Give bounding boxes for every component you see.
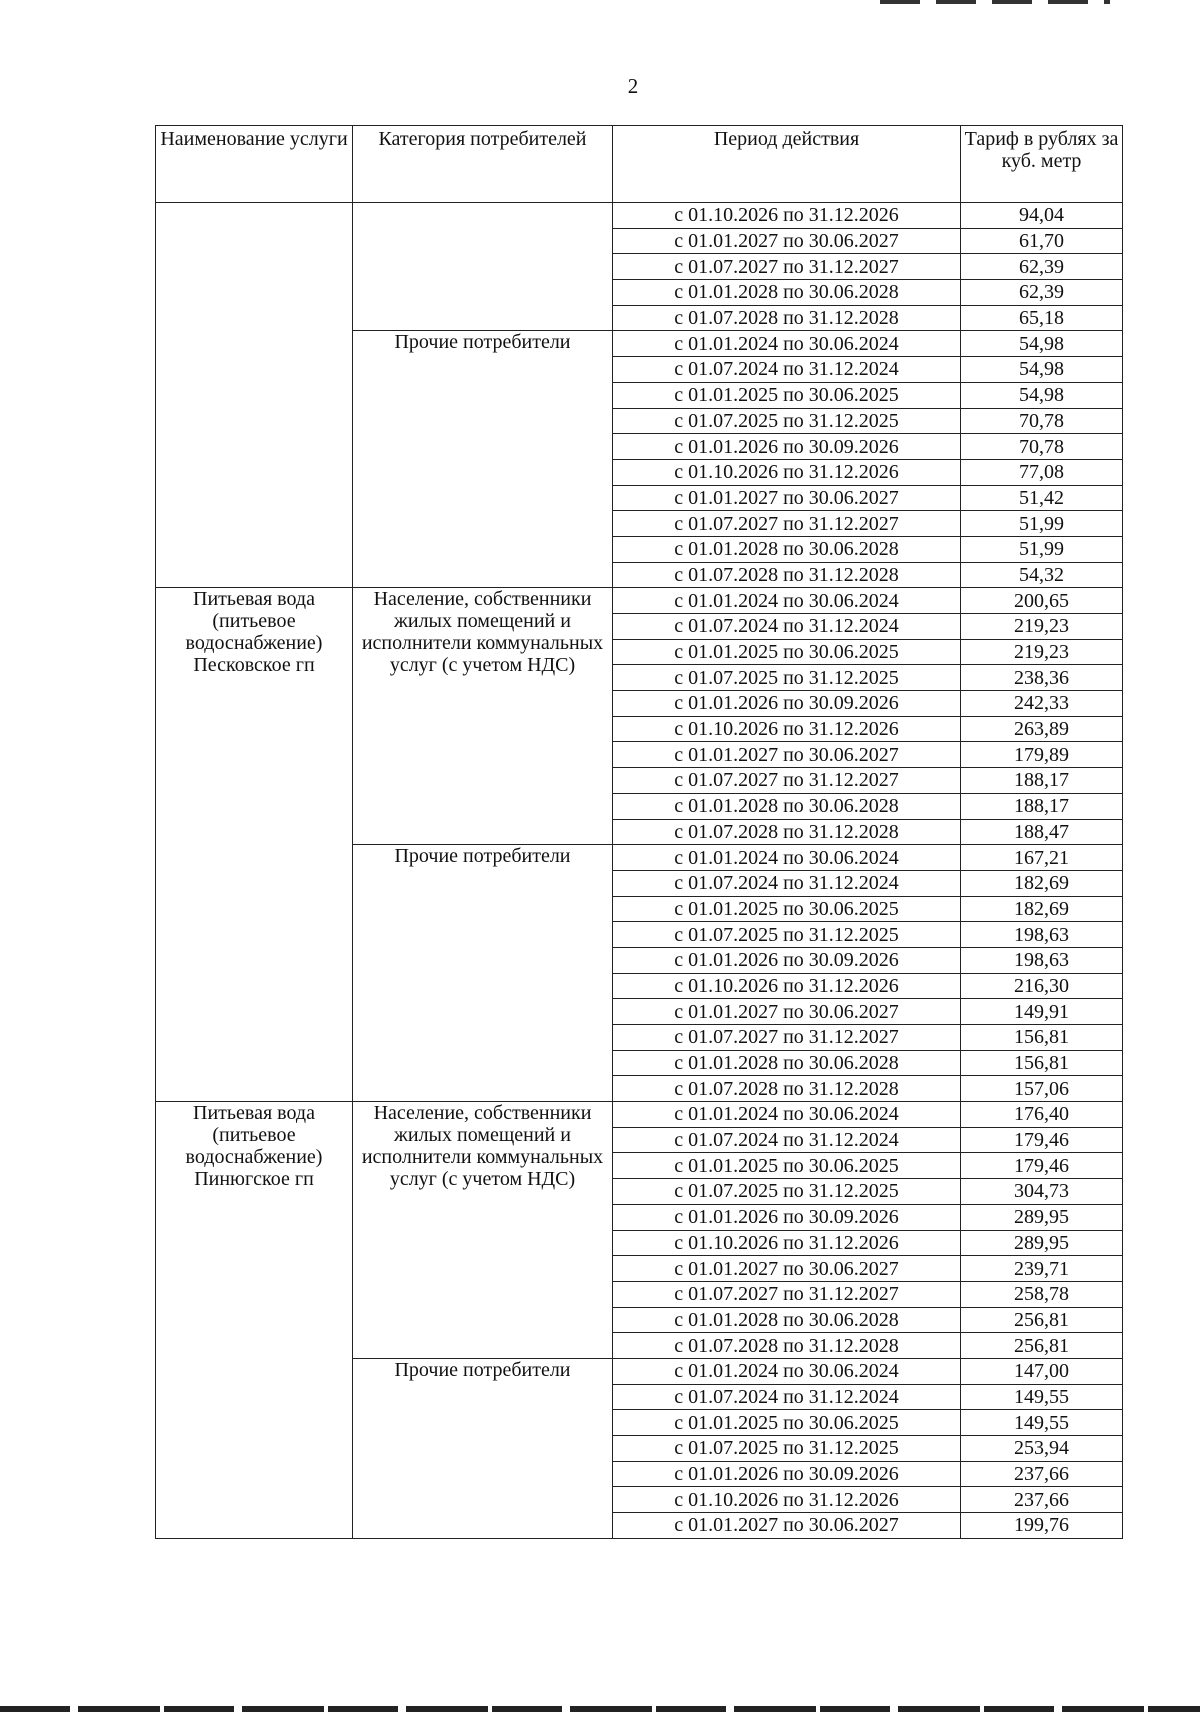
service-name-cell xyxy=(156,203,353,588)
tariff-value-cell: 176,40 xyxy=(961,1102,1123,1128)
period-cell: с 01.07.2025 по 31.12.2025 xyxy=(613,1436,961,1462)
consumer-category-cell: Прочие потребители xyxy=(353,331,613,588)
tariff-value-cell: 157,06 xyxy=(961,1076,1123,1102)
period-cell: с 01.01.2024 по 30.06.2024 xyxy=(613,845,961,871)
consumer-category-cell xyxy=(353,203,613,331)
tariff-value-cell: 65,18 xyxy=(961,305,1123,331)
period-cell: с 01.10.2026 по 31.12.2026 xyxy=(613,1230,961,1256)
tariff-table xyxy=(155,125,1123,1539)
tariff-value-cell: 70,78 xyxy=(961,434,1123,460)
scan-bottom-rule xyxy=(0,1706,1200,1712)
period-cell: с 01.07.2028 по 31.12.2028 xyxy=(613,1076,961,1102)
period-cell: с 01.07.2027 по 31.12.2027 xyxy=(613,768,961,794)
period-cell: с 01.10.2026 по 31.12.2026 xyxy=(613,973,961,999)
service-name-cell: Питьевая вода (питьевое водоснабжение) Пинюгское гп xyxy=(156,1102,353,1539)
tariff-value-cell: 149,55 xyxy=(961,1410,1123,1436)
tariff-value-cell: 198,63 xyxy=(961,922,1123,948)
tariff-value-cell: 188,47 xyxy=(961,819,1123,845)
tariff-value-cell: 198,63 xyxy=(961,947,1123,973)
tariff-value-cell: 147,00 xyxy=(961,1358,1123,1384)
tariff-value-cell: 256,81 xyxy=(961,1333,1123,1359)
tariff-value-cell: 238,36 xyxy=(961,665,1123,691)
period-cell: с 01.01.2025 по 30.06.2025 xyxy=(613,639,961,665)
scan-edge-marks xyxy=(880,0,1110,4)
tariff-value-cell: 182,69 xyxy=(961,896,1123,922)
tariff-value-cell: 216,30 xyxy=(961,973,1123,999)
tariff-value-cell: 258,78 xyxy=(961,1281,1123,1307)
period-cell: с 01.07.2024 по 31.12.2024 xyxy=(613,1127,961,1153)
table-row xyxy=(156,203,1123,229)
period-cell: с 01.01.2028 по 30.06.2028 xyxy=(613,536,961,562)
period-cell: с 01.10.2026 по 31.12.2026 xyxy=(613,1487,961,1513)
period-cell: с 01.01.2027 по 30.06.2027 xyxy=(613,1513,961,1539)
tariff-value-cell: 179,89 xyxy=(961,742,1123,768)
tariff-value-cell: 156,81 xyxy=(961,1025,1123,1051)
period-cell: с 01.07.2024 по 31.12.2024 xyxy=(613,357,961,383)
tariff-value-cell: 61,70 xyxy=(961,228,1123,254)
header-category: Категория потребителей xyxy=(353,126,613,203)
period-cell: с 01.07.2027 по 31.12.2027 xyxy=(613,1025,961,1051)
tariff-value-cell: 182,69 xyxy=(961,870,1123,896)
period-cell: с 01.01.2025 по 30.06.2025 xyxy=(613,382,961,408)
tariff-value-cell: 94,04 xyxy=(961,203,1123,229)
tariff-value-cell: 304,73 xyxy=(961,1179,1123,1205)
tariff-value-cell: 256,81 xyxy=(961,1307,1123,1333)
table-row xyxy=(156,588,1123,614)
period-cell: с 01.01.2026 по 30.09.2026 xyxy=(613,1461,961,1487)
period-cell: с 01.01.2027 по 30.06.2027 xyxy=(613,228,961,254)
tariff-value-cell: 242,33 xyxy=(961,691,1123,717)
period-cell: с 01.01.2027 по 30.06.2027 xyxy=(613,999,961,1025)
period-cell: с 01.01.2027 по 30.06.2027 xyxy=(613,485,961,511)
period-cell: с 01.07.2024 по 31.12.2024 xyxy=(613,1384,961,1410)
consumer-category-cell: Население, собственники жилых помещений и исполнители коммунальных услуг (с учетом НДС) xyxy=(353,1102,613,1359)
period-cell: с 01.01.2028 по 30.06.2028 xyxy=(613,280,961,306)
header-service: Наименование услуги xyxy=(156,126,353,203)
tariff-value-cell: 54,32 xyxy=(961,562,1123,588)
tariff-value-cell: 219,23 xyxy=(961,614,1123,640)
tariff-value-cell: 54,98 xyxy=(961,382,1123,408)
tariff-value-cell: 167,21 xyxy=(961,845,1123,871)
period-cell: с 01.07.2024 по 31.12.2024 xyxy=(613,614,961,640)
period-cell: с 01.01.2025 по 30.06.2025 xyxy=(613,1153,961,1179)
header-period: Период действия xyxy=(613,126,961,203)
period-cell: с 01.07.2025 по 31.12.2025 xyxy=(613,922,961,948)
tariff-value-cell: 62,39 xyxy=(961,280,1123,306)
period-cell: с 01.10.2026 по 31.12.2026 xyxy=(613,459,961,485)
period-cell: с 01.01.2026 по 30.09.2026 xyxy=(613,947,961,973)
period-cell: с 01.01.2024 по 30.06.2024 xyxy=(613,331,961,357)
tariff-value-cell: 237,66 xyxy=(961,1487,1123,1513)
tariff-value-cell: 200,65 xyxy=(961,588,1123,614)
tariff-value-cell: 289,95 xyxy=(961,1230,1123,1256)
table-header-row xyxy=(156,126,1123,203)
tariff-value-cell: 188,17 xyxy=(961,768,1123,794)
tariff-value-cell: 54,98 xyxy=(961,357,1123,383)
period-cell: с 01.07.2027 по 31.12.2027 xyxy=(613,511,961,537)
period-cell: с 01.07.2025 по 31.12.2025 xyxy=(613,1179,961,1205)
tariff-value-cell: 199,76 xyxy=(961,1513,1123,1539)
tariff-value-cell: 70,78 xyxy=(961,408,1123,434)
tariff-value-cell: 149,91 xyxy=(961,999,1123,1025)
table-row xyxy=(156,1102,1123,1128)
period-cell: с 01.07.2028 по 31.12.2028 xyxy=(613,819,961,845)
tariff-value-cell: 51,99 xyxy=(961,511,1123,537)
period-cell: с 01.07.2028 по 31.12.2028 xyxy=(613,562,961,588)
tariff-value-cell: 188,17 xyxy=(961,793,1123,819)
tariff-value-cell: 289,95 xyxy=(961,1204,1123,1230)
period-cell: с 01.07.2027 по 31.12.2027 xyxy=(613,1281,961,1307)
period-cell: с 01.01.2025 по 30.06.2025 xyxy=(613,896,961,922)
tariff-value-cell: 237,66 xyxy=(961,1461,1123,1487)
period-cell: с 01.07.2028 по 31.12.2028 xyxy=(613,1333,961,1359)
consumer-category-cell: Прочие потребители xyxy=(353,845,613,1102)
period-cell: с 01.07.2027 по 31.12.2027 xyxy=(613,254,961,280)
consumer-category-cell: Прочие потребители xyxy=(353,1358,613,1538)
period-cell: с 01.01.2027 по 30.06.2027 xyxy=(613,1256,961,1282)
consumer-category-cell: Население, собственники жилых помещений и исполнители коммунальных услуг (с учетом НДС) xyxy=(353,588,613,845)
tariff-value-cell: 253,94 xyxy=(961,1436,1123,1462)
period-cell: с 01.01.2028 по 30.06.2028 xyxy=(613,1307,961,1333)
period-cell: с 01.01.2028 по 30.06.2028 xyxy=(613,793,961,819)
tariff-value-cell: 149,55 xyxy=(961,1384,1123,1410)
period-cell: с 01.01.2025 по 30.06.2025 xyxy=(613,1410,961,1436)
tariff-value-cell: 77,08 xyxy=(961,459,1123,485)
tariff-value-cell: 51,42 xyxy=(961,485,1123,511)
tariff-value-cell: 62,39 xyxy=(961,254,1123,280)
service-name-cell: Питьевая вода (питьевое водоснабжение) Песковское гп xyxy=(156,588,353,1102)
period-cell: с 01.07.2024 по 31.12.2024 xyxy=(613,870,961,896)
page-number: 2 xyxy=(627,74,639,98)
tariff-value-cell: 54,98 xyxy=(961,331,1123,357)
tariff-value-cell: 239,71 xyxy=(961,1256,1123,1282)
tariff-table-body xyxy=(156,203,1123,1539)
period-cell: с 01.07.2028 по 31.12.2028 xyxy=(613,305,961,331)
period-cell: с 01.07.2025 по 31.12.2025 xyxy=(613,408,961,434)
tariff-value-cell: 156,81 xyxy=(961,1050,1123,1076)
period-cell: с 01.01.2028 по 30.06.2028 xyxy=(613,1050,961,1076)
tariff-value-cell: 179,46 xyxy=(961,1153,1123,1179)
tariff-value-cell: 263,89 xyxy=(961,716,1123,742)
period-cell: с 01.07.2025 по 31.12.2025 xyxy=(613,665,961,691)
period-cell: с 01.01.2027 по 30.06.2027 xyxy=(613,742,961,768)
header-tariff: Тариф в рублях за куб. метр xyxy=(961,126,1123,203)
period-cell: с 01.01.2024 по 30.06.2024 xyxy=(613,1102,961,1128)
period-cell: с 01.10.2026 по 31.12.2026 xyxy=(613,203,961,229)
tariff-value-cell: 179,46 xyxy=(961,1127,1123,1153)
period-cell: с 01.10.2026 по 31.12.2026 xyxy=(613,716,961,742)
period-cell: с 01.01.2026 по 30.09.2026 xyxy=(613,434,961,460)
tariff-value-cell: 51,99 xyxy=(961,536,1123,562)
period-cell: с 01.01.2026 по 30.09.2026 xyxy=(613,691,961,717)
period-cell: с 01.01.2024 по 30.06.2024 xyxy=(613,1358,961,1384)
period-cell: с 01.01.2026 по 30.09.2026 xyxy=(613,1204,961,1230)
period-cell: с 01.01.2024 по 30.06.2024 xyxy=(613,588,961,614)
tariff-value-cell: 219,23 xyxy=(961,639,1123,665)
